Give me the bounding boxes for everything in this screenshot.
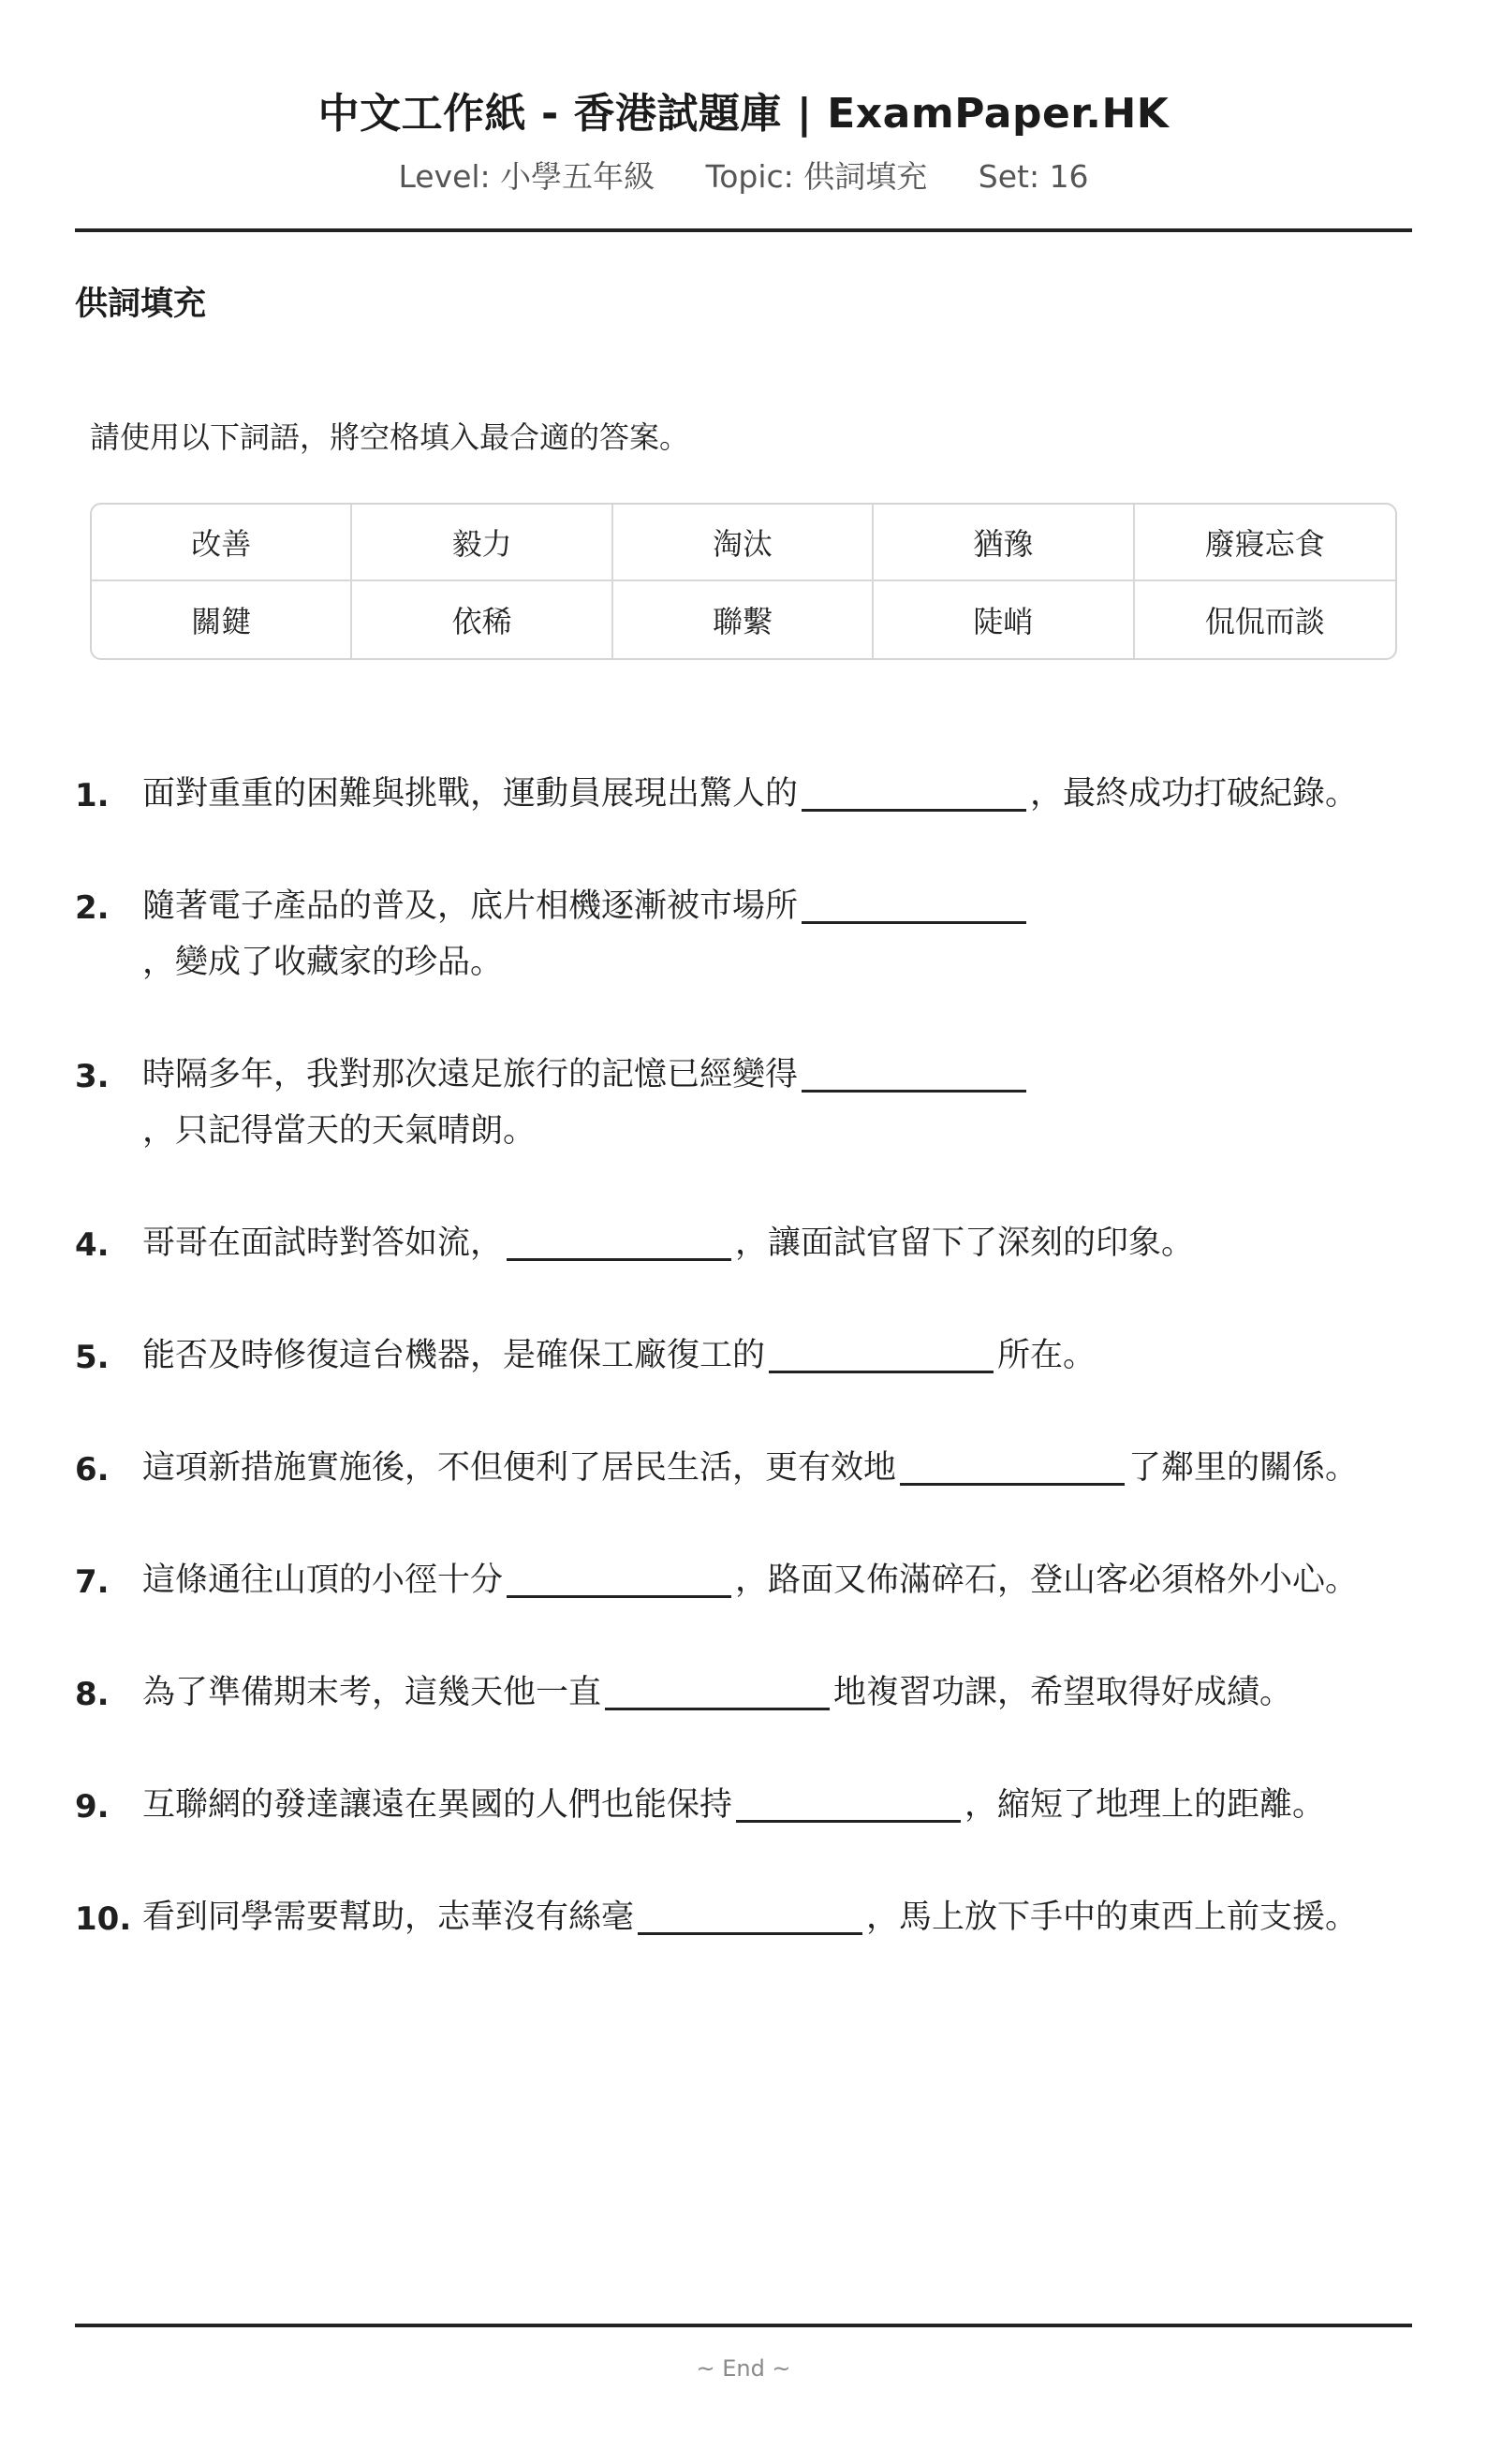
question-item <box>75 1215 1412 1271</box>
answer-blank[interactable] <box>900 1445 1125 1486</box>
word-bank-table <box>90 503 1397 660</box>
word-bank-cell: 聯繫 <box>613 581 874 658</box>
question-text-after: ，最終成功打破紀錄。 <box>1030 775 1359 813</box>
question-text-after: ，路面又佈滿碎石，登山客必須格外小心。 <box>735 1562 1359 1599</box>
word-bank-cell: 猶豫 <box>874 505 1134 581</box>
question-item <box>75 1440 1412 1496</box>
worksheet-header <box>75 0 1412 198</box>
question-item <box>75 766 1412 822</box>
answer-blank[interactable] <box>507 1558 731 1598</box>
page-title: 中文工作紙 - 香港試題庫 | ExamPaper.HK <box>317 90 1170 138</box>
question-text-before: 時隔多年，我對那次遠足旅行的記憶已經變得 <box>142 1056 799 1093</box>
question-text-after: 地複習功課，希望取得好成績。 <box>833 1674 1293 1711</box>
footer-end-text: ~ End ~ <box>696 2355 791 2382</box>
word-bank-cell: 淘汰 <box>613 505 874 581</box>
question-text-before: 互聯網的發達讓遠在異國的人們也能保持 <box>142 1786 733 1824</box>
answer-blank[interactable] <box>605 1670 830 1710</box>
question-number: 4. <box>75 1226 110 1264</box>
answer-blank[interactable] <box>507 1221 731 1261</box>
question-text-after: 了鄰里的關係。 <box>1128 1449 1359 1487</box>
word-bank-cell: 關鍵 <box>92 581 352 658</box>
question-number: 10. <box>75 1900 132 1938</box>
question-text-before: 看到同學需要幫助，志華沒有絲毫 <box>142 1899 635 1936</box>
instruction-text: 請使用以下詞語，將空格填入最合適的答案。 <box>90 419 690 455</box>
answer-blank[interactable] <box>802 1052 1026 1093</box>
question-text-after: ，馬上放下手中的東西上前支援。 <box>866 1899 1359 1936</box>
question-text-before: 能否及時修復這台機器，是確保工廠復工的 <box>142 1337 766 1374</box>
question-list <box>75 766 1412 2002</box>
question-text-after: ，變成了收藏家的珍品。 <box>142 944 504 981</box>
question-text-before: 哥哥在面試時對答如流， <box>142 1225 504 1262</box>
word-bank-cell: 毅力 <box>352 505 612 581</box>
question-item <box>75 1889 1412 1945</box>
question-text-before: 這項新措施實施後，不但便利了居民生活，更有效地 <box>142 1449 897 1487</box>
set-label: Set: 16 <box>978 158 1089 195</box>
level-label: Level: 小學五年級 <box>398 158 655 195</box>
answer-blank[interactable] <box>638 1895 862 1935</box>
question-text-before: 隨著電子產品的普及，底片相機逐漸被市場所 <box>142 887 799 925</box>
answer-blank[interactable] <box>769 1333 994 1373</box>
question-text-after: ，縮短了地理上的距離。 <box>964 1786 1326 1824</box>
question-number: 3. <box>75 1058 110 1095</box>
question-number: 9. <box>75 1788 110 1826</box>
question-number: 1. <box>75 777 110 814</box>
footer-divider <box>75 2324 1412 2327</box>
worksheet-page <box>75 0 1412 2464</box>
question-text-after: ，只記得當天的天氣晴朗。 <box>142 1112 537 1150</box>
header-divider <box>75 228 1412 232</box>
answer-blank[interactable] <box>802 771 1026 812</box>
question-item <box>75 1552 1412 1608</box>
question-number: 8. <box>75 1676 110 1713</box>
question-number: 2. <box>75 889 110 927</box>
question-item <box>75 878 1412 990</box>
answer-blank[interactable] <box>736 1782 961 1823</box>
question-text-before: 這條通往山頂的小徑十分 <box>142 1562 504 1599</box>
question-text-before: 為了準備期末考，這幾天他一直 <box>142 1674 602 1711</box>
question-text-after: ，讓面試官留下了深刻的印象。 <box>735 1225 1195 1262</box>
question-text-before: 面對重重的困難與挑戰，運動員展現出驚人的 <box>142 775 799 813</box>
question-number: 5. <box>75 1339 110 1376</box>
question-item <box>75 1665 1412 1721</box>
topic-label: Topic: 供詞填充 <box>705 158 928 195</box>
question-item <box>75 1047 1412 1159</box>
word-bank-cell: 廢寢忘食 <box>1135 505 1395 581</box>
section-title: 供詞填充 <box>75 286 207 323</box>
question-item <box>75 1777 1412 1833</box>
worksheet-meta <box>75 155 1412 198</box>
word-bank-cell: 侃侃而談 <box>1204 604 1325 639</box>
word-bank-cell: 陡峭 <box>874 581 1134 658</box>
question-number: 6. <box>75 1451 110 1489</box>
question-number: 7. <box>75 1563 110 1601</box>
question-text-after: 所在。 <box>997 1337 1097 1374</box>
word-bank-cell: 改善 <box>92 505 352 581</box>
word-bank-cell: 依稀 <box>352 581 612 658</box>
answer-blank[interactable] <box>802 884 1026 924</box>
question-item <box>75 1327 1412 1384</box>
